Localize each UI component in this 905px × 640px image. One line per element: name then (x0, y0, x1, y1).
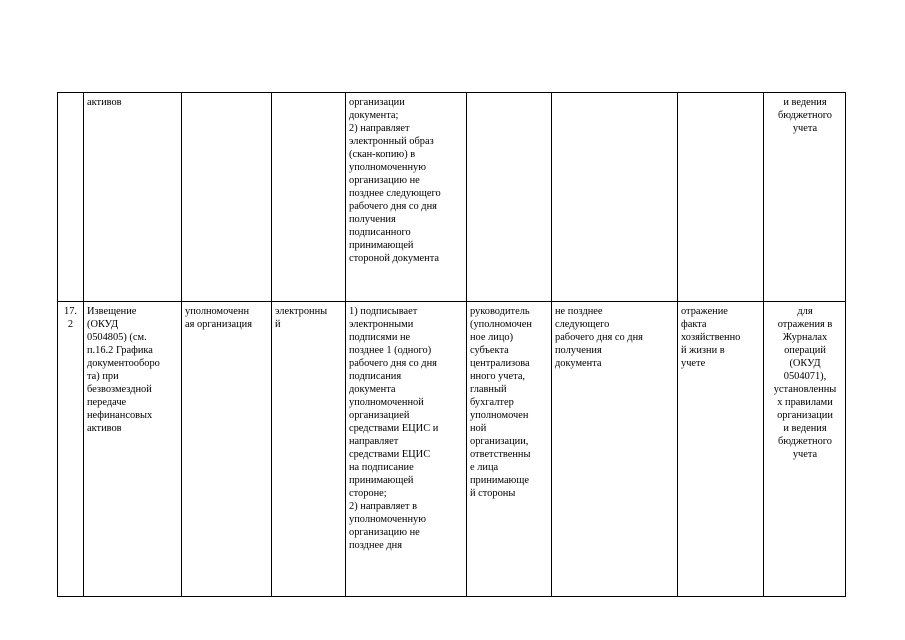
table-cell-deadline (552, 93, 678, 302)
table-row (58, 302, 846, 597)
table-cell-procedure: организации документа; 2) направляет электронный образ (скан-копию) в уполномоченную организацию не позднее следующего рабочего дня со дня получения подписанного принимающей стороной документа (346, 93, 467, 302)
table-cell-procedure: 1) подписывает электронными подписями не позднее 1 (одного) рабочего дня со дня подписания документа уполномоченной организацией средствами ЕЦИС и направляет средствами ЕЦИС на подписание принимающей стороне; 2) направляет в уполномоченную организацию не позднее дня (346, 302, 467, 597)
table-cell-purpose: для отражения в Журналах операций (ОКУД 0504071), установленны х правилами организации и ведения бюджетного учета (764, 302, 846, 597)
table-cell-action (678, 93, 764, 302)
table-cell-deadline: не позднее следующего рабочего дня со дня получения документа (552, 302, 678, 597)
table-cell-action: отражение факта хозяйственно й жизни в учете (678, 302, 764, 597)
document-table (57, 92, 846, 597)
table-cell-responsible: руководитель (уполномочен ное лицо) субъекта централизова нного учета, главный бухгалтер уполномочен ной организации, ответственны е лица принимающе й стороны (467, 302, 552, 597)
table-cell-format: электронны й (272, 302, 346, 597)
table-cell-executor: уполномоченн ая организация (182, 302, 272, 597)
table-cell-document: активов (84, 93, 182, 302)
table-row (58, 93, 846, 302)
table-cell-number (58, 93, 84, 302)
table-cell-document: Извещение (ОКУД 0504805) (см. п.16.2 Графика документооборо та) при безвозмездной передаче нефинансовых активов (84, 302, 182, 597)
table-cell-format (272, 93, 346, 302)
table-cell-number: 17. 2 (58, 302, 84, 597)
table-cell-purpose: и ведения бюджетного учета (764, 93, 846, 302)
table-cell-responsible (467, 93, 552, 302)
table-cell-executor (182, 93, 272, 302)
